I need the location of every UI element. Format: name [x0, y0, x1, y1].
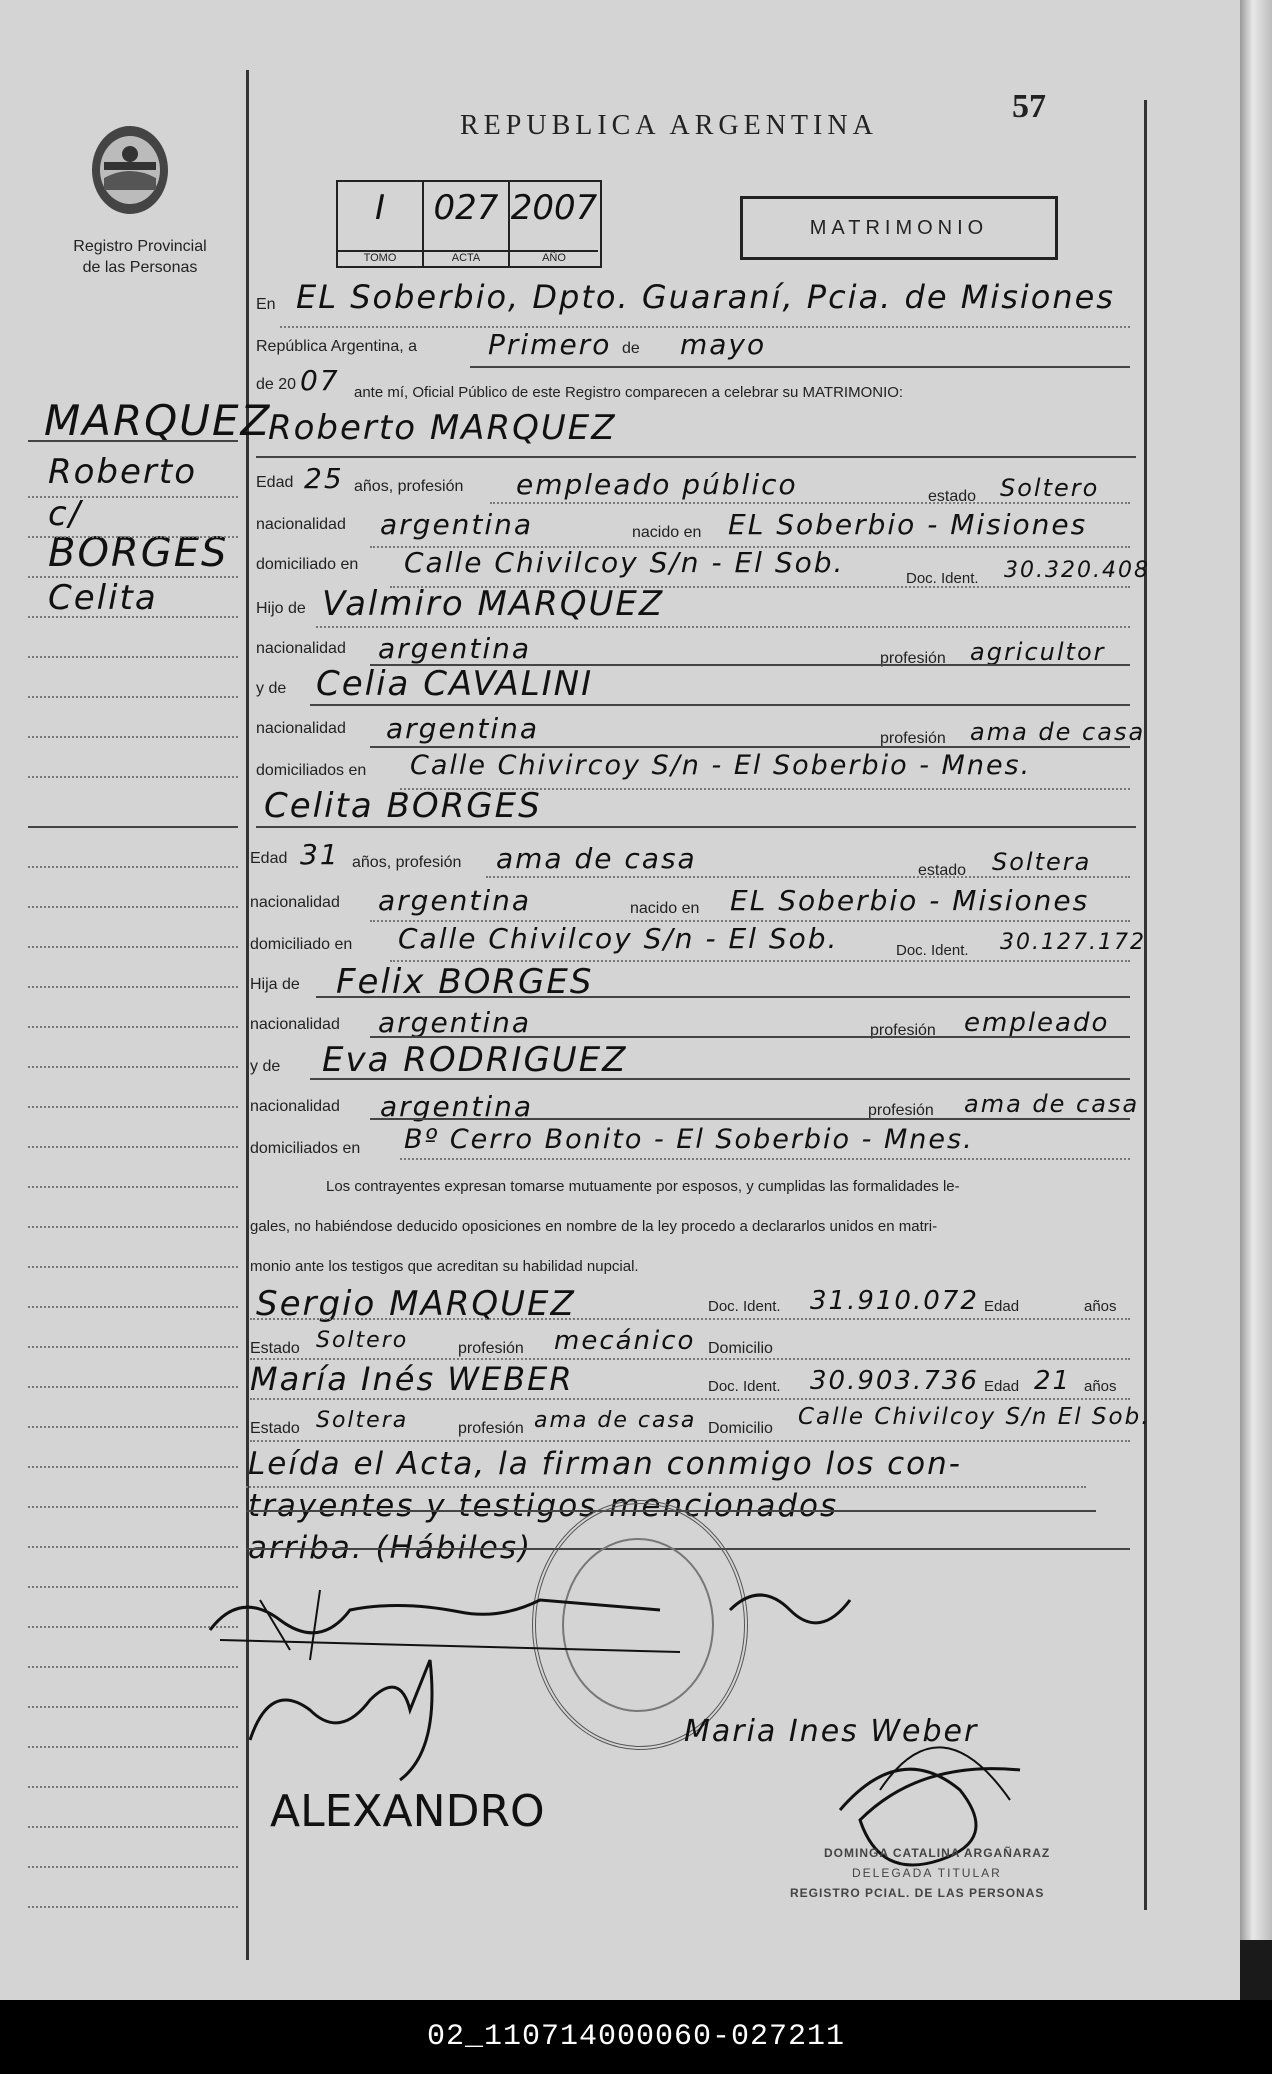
anio-value: 2007 — [510, 188, 598, 228]
witness2-estado-value: Soltera — [316, 1408, 409, 1433]
groom-doc-label: Doc. Ident. — [906, 570, 979, 587]
field-line — [310, 704, 1130, 706]
closing-line-2: trayentes y testigos mencionados — [248, 1488, 839, 1524]
witness1-domicilio-label: Domicilio — [708, 1340, 773, 1357]
margin-rule — [28, 1146, 238, 1148]
witness1-doc-label: Doc. Ident. — [708, 1298, 781, 1315]
bride-parents-dom-label: domiciliados en — [250, 1140, 361, 1157]
bride-nacido-value: EL Soberbio - Misiones — [730, 884, 1090, 917]
bride-doc-value: 30.127.172 — [1000, 930, 1146, 955]
groom-mother-nac-label: nacionalidad — [256, 720, 346, 737]
margin-rule — [28, 1546, 238, 1548]
field-line — [370, 1118, 1130, 1120]
margin-rule — [28, 1506, 238, 1508]
groom-profesion-value: empleado público — [516, 468, 798, 501]
bride-estado-label: estado — [918, 862, 967, 879]
margin-rule — [28, 906, 238, 908]
margin-rule — [28, 1066, 238, 1068]
witness2-domicilio-label: Domicilio — [708, 1420, 773, 1437]
witness2-edad-label: Edad — [984, 1378, 1020, 1395]
field-line — [370, 746, 1130, 748]
witness2-name: María Inés WEBER — [250, 1360, 574, 1398]
groom-edad-value: 25 — [304, 462, 344, 495]
tomo-value: I — [374, 188, 386, 228]
groom-mother-prof-label: profesión — [880, 730, 946, 747]
closing-line-3: arriba. (Hábiles) — [248, 1530, 533, 1566]
bride-nacido-label: nacido en — [630, 900, 700, 917]
bride-parents-dom-value: Bº Cerro Bonito - El Soberbio - Mnes. — [404, 1124, 974, 1155]
witness2-anios-label: años — [1084, 1378, 1117, 1395]
bride-doc-label: Doc. Ident. — [896, 942, 969, 959]
witness2-profesion-label: profesión — [458, 1420, 524, 1437]
margin-rule — [28, 1226, 238, 1228]
bride-hija-label: Hija de — [250, 976, 300, 993]
field-line — [256, 456, 1136, 458]
year-value: 07 — [300, 364, 340, 397]
field-line — [400, 1158, 1130, 1160]
margin-line-right — [1144, 100, 1147, 1910]
field-line — [250, 1318, 1130, 1320]
groom-edad-label: Edad — [256, 474, 294, 491]
registry-name-line2: de las Personas — [82, 259, 198, 276]
margin-rule — [28, 1186, 238, 1188]
margin-rule — [28, 1426, 238, 1428]
signature-maria-ines-weber: Maria Ines Weber — [684, 1714, 979, 1749]
page-number: 57 — [1012, 88, 1046, 125]
field-line — [490, 502, 1130, 504]
groom-parents-dom-label: domiciliados en — [256, 762, 367, 779]
groom-name: Roberto MARQUEZ — [268, 408, 617, 448]
country-header: REPUBLICA ARGENTINA — [460, 110, 878, 141]
declaration-line-3: monio ante los testigos que acreditan su habilidad nupcial. — [250, 1258, 639, 1275]
groom-nacionalidad-label: nacionalidad — [256, 516, 346, 533]
margin-note-surname: MARQUEZ — [44, 396, 272, 445]
bride-anios-profesion: años, profesión — [352, 854, 462, 871]
groom-father-nac-value: argentina — [378, 632, 532, 665]
registry-name-line1: Registro Provincial — [73, 238, 207, 255]
acta-value: 027 — [433, 188, 499, 228]
groom-doc-value: 30.320.408 — [1004, 558, 1150, 583]
margin-rule — [28, 736, 238, 738]
margin-rule — [28, 776, 238, 778]
field-line — [370, 1036, 1130, 1038]
groom-mother-name: Celia CAVALINI — [316, 664, 594, 704]
field-line — [486, 876, 1130, 878]
bride-mother-prof-value: ama de casa — [964, 1090, 1140, 1118]
acta-cell — [424, 182, 510, 266]
declaration-line-2: gales, no habiéndose deducido oposiciones en nombre de la ley procedo a declararlos unidos en matri- — [250, 1218, 938, 1235]
witness2-edad-value: 21 — [1034, 1366, 1072, 1396]
margin-rule — [28, 1466, 238, 1468]
bride-domicilio-value: Calle Chivilcoy S/n - El Sob. — [398, 922, 839, 955]
intro-text: ante mí, Oficial Público de este Registro comparecen a celebrar su MATRIMONIO: — [354, 384, 904, 401]
groom-parents-dom-value: Calle Chivircoy S/n - El Soberbio - Mnes. — [410, 750, 1032, 781]
groom-nacionalidad-value: argentina — [380, 508, 534, 541]
bride-mother-name: Eva RODRIGUEZ — [322, 1040, 628, 1080]
field-line — [470, 366, 1130, 368]
field-line — [316, 996, 1130, 998]
bride-father-nac-value: argentina — [378, 1006, 532, 1039]
groom-father-prof-value: agricultor — [970, 638, 1106, 666]
bride-edad-value: 31 — [300, 838, 340, 871]
field-line — [250, 1398, 1130, 1400]
witness1-profesion-value: mecánico — [554, 1326, 696, 1356]
margin-note-firstname: Roberto — [48, 452, 198, 492]
groom-nacido-value: EL Soberbio - Misiones — [728, 508, 1088, 541]
bride-domicilio-label: domiciliado en — [250, 936, 353, 953]
bride-father-nac-label: nacionalidad — [250, 1016, 340, 1033]
bride-father-name: Felix BORGES — [336, 962, 594, 1002]
margin-rule — [28, 986, 238, 988]
book-binding — [1240, 0, 1272, 1940]
day-value: Primero — [488, 328, 612, 361]
witness1-profesion-label: profesión — [458, 1340, 524, 1357]
witness2-domicilio-value: Calle Chivilcoy S/n El Sob. — [798, 1404, 1151, 1430]
year-prefix: de 20 — [256, 376, 297, 393]
official-registry: REGISTRO PCIAL. DE LAS PERSONAS — [790, 1886, 1045, 1900]
republica-label: República Argentina, a — [256, 338, 417, 355]
groom-anios-profesion: años, profesión — [354, 478, 464, 495]
field-line — [310, 1078, 1130, 1080]
witness1-anios-label: años — [1084, 1298, 1117, 1315]
groom-father-name: Valmiro MARQUEZ — [322, 584, 665, 624]
margin-rule — [28, 1026, 238, 1028]
place-value: EL Soberbio, Dpto. Guaraní, Pcia. de Misiones — [296, 278, 1115, 316]
bride-mother-nac-label: nacionalidad — [250, 1098, 340, 1115]
witness1-doc-value: 31.910.072 — [810, 1286, 979, 1316]
witness2-profesion-value: ama de casa — [534, 1408, 697, 1433]
witness1-name: Sergio MARQUEZ — [256, 1284, 576, 1324]
declaration-line-1: Los contrayentes expresan tomarse mutuamente por esposos, y cumplidas las formalidades le- — [326, 1178, 960, 1195]
bride-nacionalidad-label: nacionalidad — [250, 894, 340, 911]
groom-y-de-label: y de — [256, 680, 287, 697]
margin-rule — [28, 946, 238, 948]
bride-estado-value: Soltera — [992, 848, 1092, 876]
field-line — [256, 826, 1136, 828]
margin-rule — [28, 656, 238, 658]
margin-rule — [28, 496, 238, 498]
margin-note-bride-surname: BORGES — [48, 530, 229, 576]
margin-rule — [28, 1266, 238, 1268]
bride-nacionalidad-value: argentina — [378, 884, 532, 917]
groom-nacido-label: nacido en — [632, 524, 702, 541]
margin-note-connector: c/ — [48, 494, 83, 534]
margin-rule — [28, 696, 238, 698]
tomo-cell — [338, 182, 424, 266]
margin-rule — [28, 866, 238, 868]
scan-footer-id: 02_110714000060-027211 — [0, 2000, 1272, 2074]
registry-name — [52, 236, 228, 278]
witness1-estado-value: Soltero — [316, 1328, 409, 1353]
bride-father-prof-value: empleado — [964, 1008, 1110, 1038]
signature-alexandro: ALEXANDRO — [270, 1786, 545, 1837]
field-line — [250, 1440, 1130, 1442]
bride-profesion-value: ama de casa — [496, 842, 697, 875]
anio-label: AÑO — [510, 250, 598, 264]
witness1-edad-label: Edad — [984, 1298, 1020, 1315]
margin-rule — [28, 536, 238, 538]
bride-name: Celita BORGES — [264, 786, 542, 826]
witness1-estado-label: Estado — [250, 1340, 300, 1357]
record-type-box: MATRIMONIO — [740, 196, 1058, 260]
witness2-estado-label: Estado — [250, 1420, 300, 1437]
groom-mother-nac-value: argentina — [386, 712, 540, 745]
margin-rule — [28, 440, 238, 442]
margin-note-bride-name: Celita — [48, 578, 158, 618]
closing-line-1: Leída el Acta, la firman conmigo los con- — [248, 1446, 962, 1482]
groom-estado-value: Soltero — [1000, 474, 1100, 502]
bride-mother-nac-value: argentina — [380, 1090, 534, 1123]
bride-mother-prof-label: profesión — [868, 1102, 934, 1119]
margin-rule — [28, 616, 238, 618]
groom-hijo-label: Hijo de — [256, 600, 306, 617]
tomo-label: TOMO — [338, 250, 422, 264]
witness2-doc-value: 30.903.736 — [810, 1366, 979, 1396]
groom-father-prof-label: profesión — [880, 650, 946, 667]
bride-father-prof-label: profesión — [870, 1022, 936, 1039]
official-title: DELEGADA TITULAR — [852, 1866, 1002, 1880]
margin-rule — [28, 826, 238, 828]
margin-rule — [28, 1346, 238, 1348]
groom-mother-prof-value: ama de casa — [970, 718, 1146, 746]
groom-estado-label: estado — [928, 488, 977, 505]
groom-domicilio-value: Calle Chivilcoy S/n - El Sob. — [404, 546, 845, 579]
bride-edad-label: Edad — [250, 850, 288, 867]
witness2-doc-label: Doc. Ident. — [708, 1378, 781, 1395]
margin-rule — [28, 1306, 238, 1308]
field-line — [316, 626, 1130, 628]
province-seal-icon — [86, 120, 174, 225]
margin-rule — [28, 576, 238, 578]
en-label: En — [256, 296, 276, 313]
groom-domicilio-label: domiciliado en — [256, 556, 359, 573]
official-name: DOMINGA CATALINA ARGAÑARAZ — [824, 1846, 1051, 1860]
groom-father-nac-label: nacionalidad — [256, 640, 346, 657]
margin-rule — [28, 1386, 238, 1388]
acta-label: ACTA — [424, 250, 508, 264]
bride-y-de-label: y de — [250, 1058, 281, 1075]
record-reference-box — [336, 180, 602, 268]
margin-rule — [28, 1106, 238, 1108]
month-value: mayo — [680, 328, 767, 361]
anio-cell — [510, 182, 598, 266]
de-label: de — [622, 340, 640, 357]
